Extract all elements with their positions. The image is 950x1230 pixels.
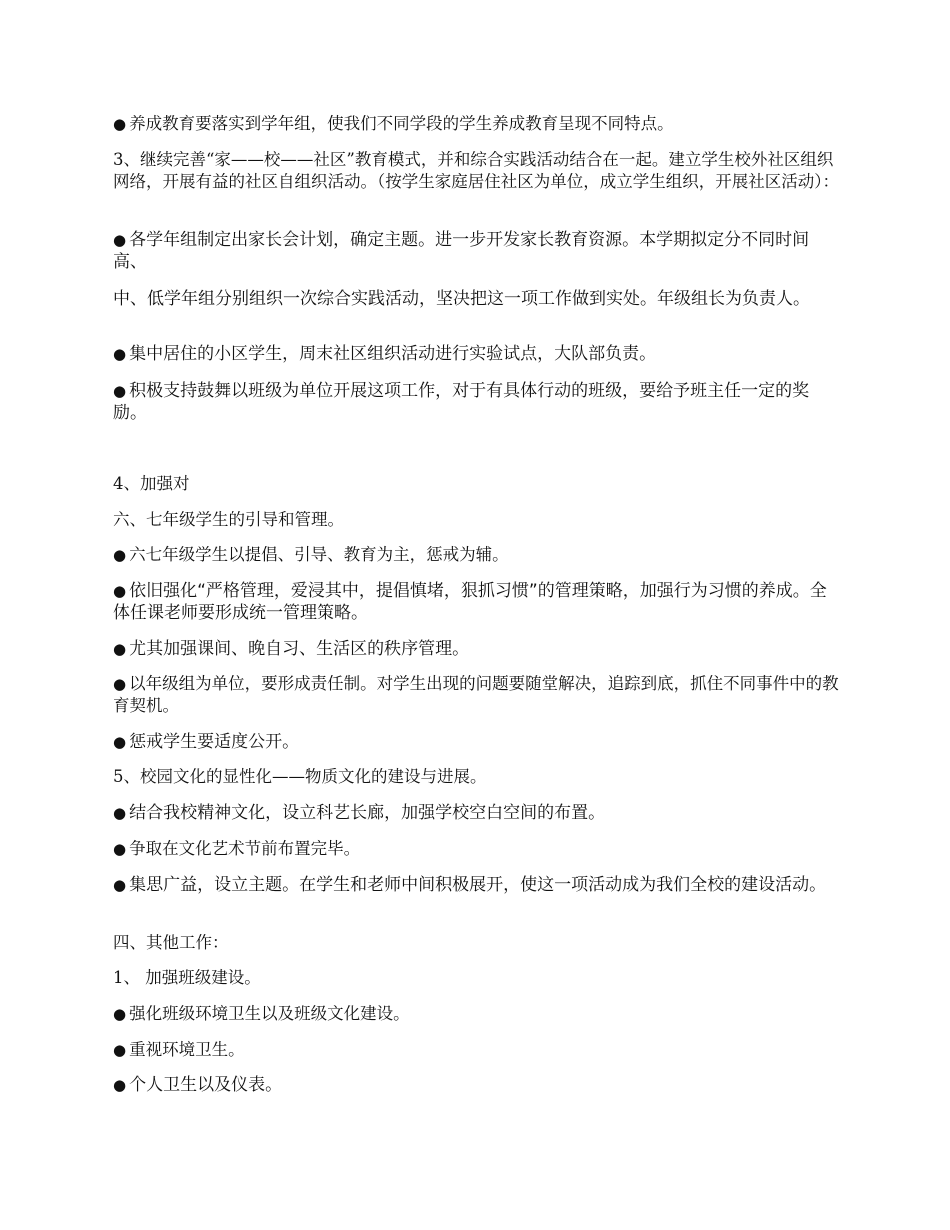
bullet-icon: ● xyxy=(113,876,127,894)
paragraph-text: 以年级组为单位，要形成责任制。对学生出现的问题要随堂解决，追踪到底，抓住不同事件中的教育契机。 xyxy=(113,674,839,715)
paragraph-text: 1、 加强班级建设。 xyxy=(113,968,261,987)
paragraph-text: 集中居住的小区学生，周末社区组织活动进行实验试点，大队部负责。 xyxy=(129,344,657,364)
paragraph-text: 积极支持鼓舞以班级为单位开展这项工作，对于有具体行动的班级，要给予班主任一定的奖励。 xyxy=(113,381,810,423)
bullet-icon: ● xyxy=(113,1005,127,1023)
paragraph-text: 惩戒学生要适度公开。 xyxy=(129,732,300,752)
section-heading xyxy=(113,766,841,788)
section-heading xyxy=(113,932,841,954)
paragraph-text: 依旧强化“严格管理，爱浸其中，提倡慎堵，狠抓习惯”的管理策略，加强行为习惯的养成。全体任课老师要形成统一管理策略。 xyxy=(113,581,827,623)
list-item xyxy=(113,638,841,660)
list-item xyxy=(113,113,841,135)
body-paragraph xyxy=(113,509,841,531)
list-item xyxy=(113,544,841,566)
paragraph-text: 集思广益，设立主题。在学生和老师中间积极展开，使这一项活动成为我们全校的建设活动。 xyxy=(129,875,827,895)
list-item xyxy=(113,673,841,717)
paragraph-text: 重视环境卫生。 xyxy=(129,1040,245,1059)
section-paragraph xyxy=(113,149,841,193)
bullet-icon: ● xyxy=(113,115,127,133)
paragraph-text: 5、校园文化的显性化——物质文化的建设与进展。 xyxy=(113,767,487,786)
paragraph-text: 强化班级环境卫生以及班级文化建设。 xyxy=(129,1004,410,1023)
paragraph-text: 六、七年级学生的引导和管理。 xyxy=(113,510,344,529)
paragraph-text: 尤其加强课间、晚自习、生活区的秩序管理。 xyxy=(129,639,470,659)
bullet-icon: ● xyxy=(113,804,127,822)
section-heading xyxy=(113,473,841,495)
section-heading xyxy=(113,967,841,989)
paragraph-text: 争取在文化艺术节前布置完毕。 xyxy=(129,839,361,858)
paragraph-text: 养成教育要落实到学年组，使我们不同学段的学生养成教育呈现不同特点。 xyxy=(129,114,674,133)
paragraph-text: 4、加强对 xyxy=(113,474,190,493)
bullet-icon: ● xyxy=(113,546,127,564)
list-item xyxy=(113,229,841,273)
paragraph-text: 3、继续完善“家——校——社区”教育模式，并和综合实践活动结合在一起。建立学生校外社区组织网络，开展有益的社区自组织活动。（按学生家庭居住社区为单位，成立学生组织，开展社区活动）： xyxy=(113,150,839,191)
list-item xyxy=(113,1003,841,1025)
bullet-icon: ● xyxy=(113,345,127,363)
list-item xyxy=(113,580,841,624)
paragraph-text: 中、低学年组分别组织一次综合实践活动，坚决把这一项工作做到实处。年级组长为负责人。 xyxy=(113,289,810,309)
bullet-icon: ● xyxy=(113,675,127,693)
paragraph-text: 四、其他工作： xyxy=(113,933,229,952)
paragraph-text: 结合我校精神文化，设立科艺长廊，加强学校空白空间的布置。 xyxy=(129,803,606,823)
bullet-icon: ● xyxy=(113,733,127,751)
bullet-icon: ● xyxy=(113,582,127,600)
bullet-icon: ● xyxy=(113,1041,127,1059)
list-item xyxy=(113,874,841,896)
list-item xyxy=(113,1074,841,1096)
bullet-icon: ● xyxy=(113,231,127,249)
list-item xyxy=(113,802,841,824)
list-item xyxy=(113,343,841,365)
bullet-icon: ● xyxy=(113,640,127,658)
list-item xyxy=(113,838,841,860)
list-item xyxy=(113,380,841,424)
paragraph-text: 各学年组制定出家长会计划，确定主题。进一步开发家长教育资源。本学期拟定分不同时间高、 xyxy=(113,230,810,272)
paragraph-text: 个人卫生以及仪表。 xyxy=(129,1075,283,1095)
paragraph-text: 六七年级学生以提倡、引导、教育为主，惩戒为辅。 xyxy=(129,545,509,564)
bullet-icon: ● xyxy=(113,382,127,400)
list-item xyxy=(113,1039,841,1061)
body-paragraph xyxy=(113,288,841,310)
list-item xyxy=(113,731,841,753)
bullet-icon: ● xyxy=(113,1076,127,1094)
bullet-icon: ● xyxy=(113,840,127,858)
